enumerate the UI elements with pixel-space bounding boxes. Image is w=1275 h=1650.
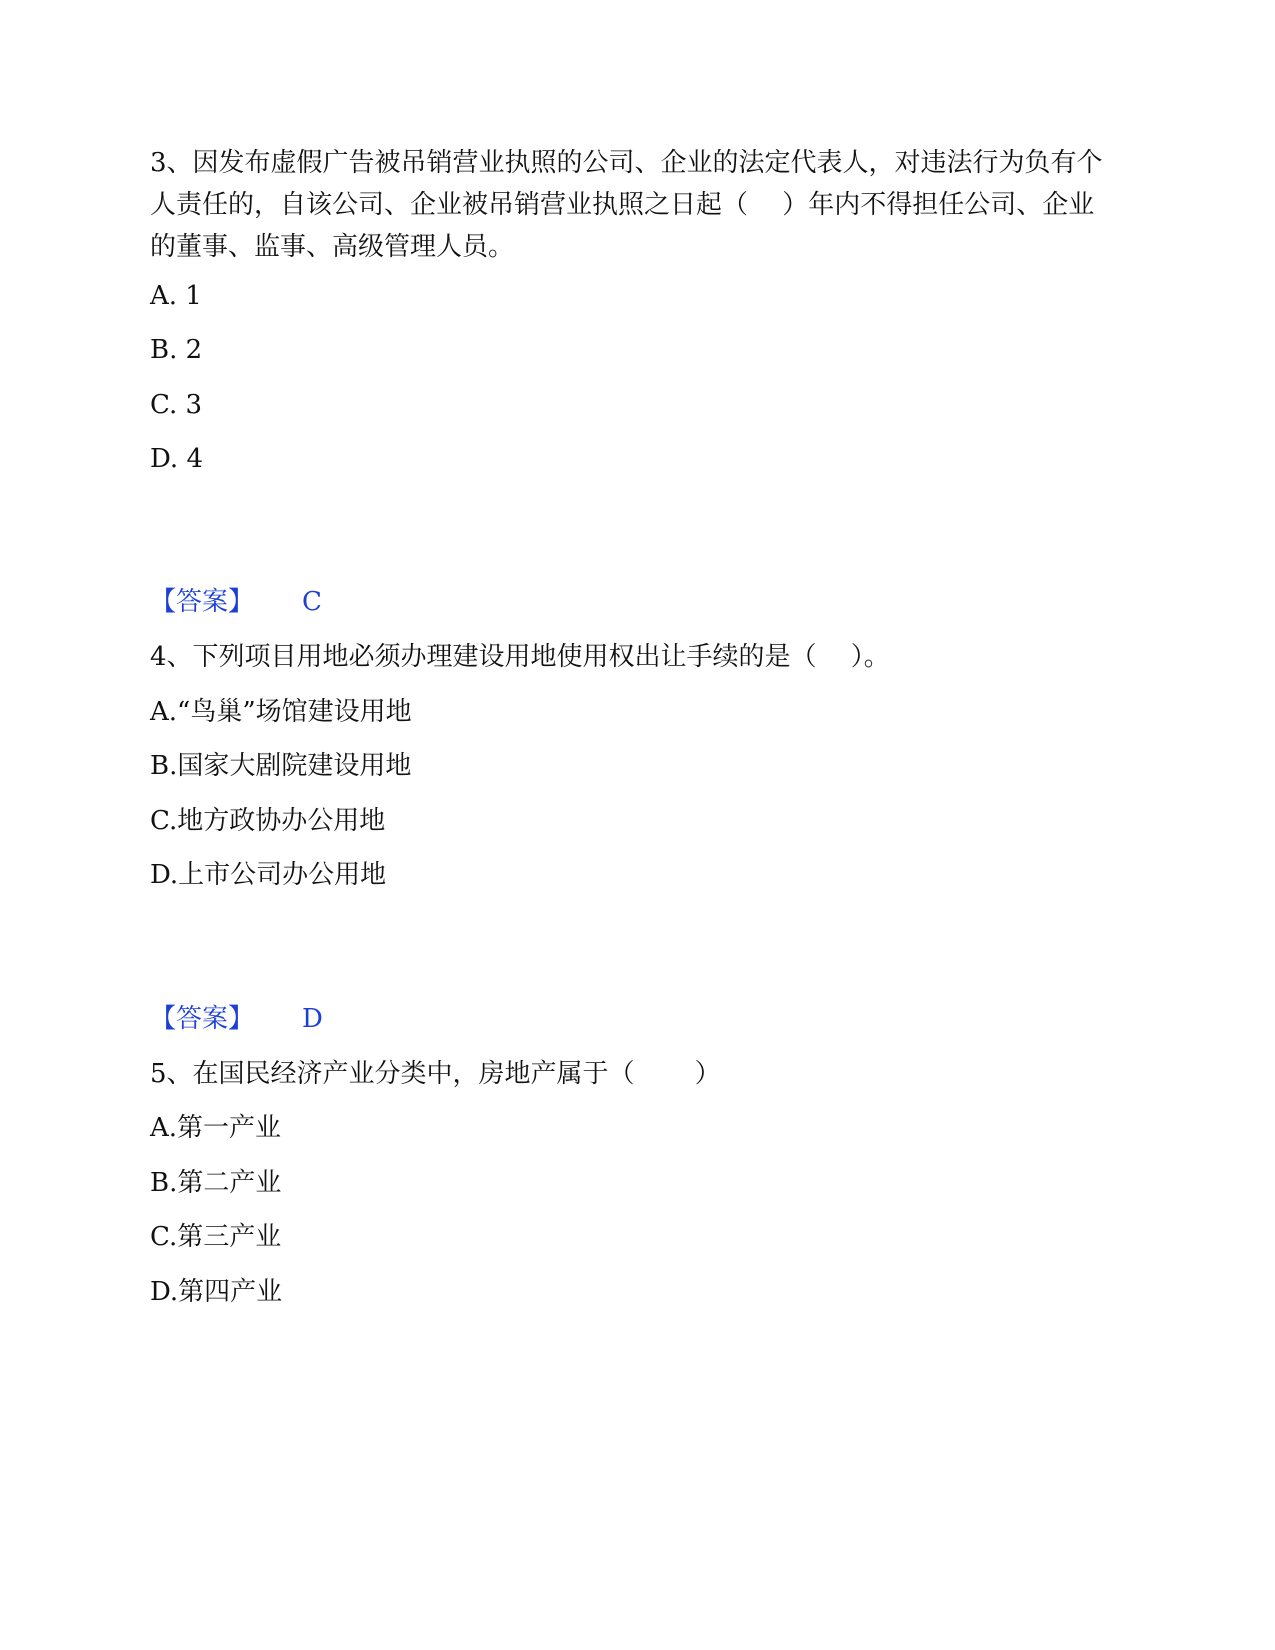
question-4-option-c: C.地方政协办公用地: [150, 806, 386, 836]
question-5-option-b: B.第二产业: [150, 1168, 282, 1198]
question-5-option-a: A.第一产业: [150, 1113, 282, 1143]
question-4-option-b: B.国家大剧院建设用地: [150, 751, 412, 781]
question-3-option-d: D. 4: [150, 444, 203, 474]
question-3-stem: 3、因发布虚假广告被吊销营业执照的公司、企业的法定代表人，对违法行为负有个人责任的，自该公司、企业被吊销营业执照之日起（ ）年内不得担任公司、企业的董事、监事、高级管理人员。: [150, 148, 1103, 262]
question-5-option-c: C.第三产业: [150, 1222, 282, 1252]
question-4-answer: [150, 999, 323, 1039]
answer-value: C: [302, 587, 322, 617]
question-5-stem: 5、在国民经济产业分类中，房地产属于（ ）: [150, 1059, 721, 1089]
question-3-answer: [150, 582, 322, 622]
question-3-option-b: B. 2: [150, 335, 203, 365]
question-3-option-c: C. 3: [150, 390, 203, 420]
answer-value: D: [302, 1004, 323, 1034]
question-4-option-d: D.上市公司办公用地: [150, 860, 387, 890]
question-4-option-a: A.“鸟巢”场馆建设用地: [150, 697, 412, 727]
answer-label: 【答案】: [150, 1004, 255, 1034]
answer-label: 【答案】: [150, 587, 255, 617]
question-4-stem: 4、下列项目用地必须办理建设用地使用权出让手续的是（ ）。: [150, 642, 890, 672]
question-3-option-a: A. 1: [150, 281, 202, 311]
question-5-option-d: D.第四产业: [150, 1277, 283, 1307]
